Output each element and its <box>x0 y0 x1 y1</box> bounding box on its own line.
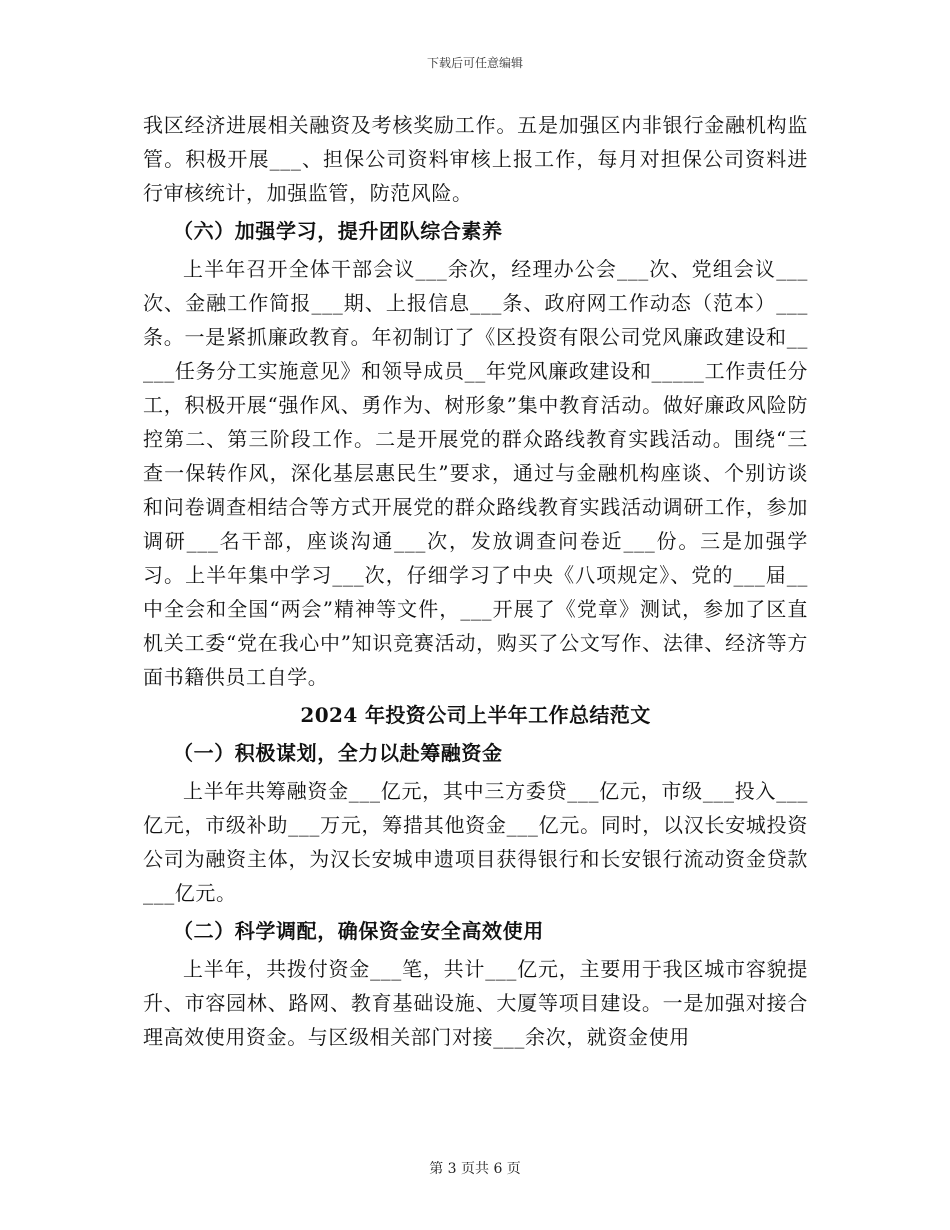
paragraph: 我区经济进展相关融资及考核奖励工作。五是加强区内非银行金融机构监管。积极开展___、担保公司资料审核上报工作，每月对担保公司资料进行审核统计，加强监管，防范风险。 <box>143 113 808 205</box>
document-title: 2024 年投资公司上半年工作总结范文 <box>300 703 651 727</box>
page-header: 下载后可任意编辑 <box>426 56 523 70</box>
paragraph: 上半年召开全体干部会议___余次，经理办公会___次、党组会议___次、金融工作简报___期、上报信息___条、政府网工作动态（范本）___条。一是紧抓廉政教育。年初制订了《区投资有限公司党风廉政建设和_____任务分工实施意见》和领导成员__年党风廉政建设和_____工作责任分工，积极开展“强作风、勇作为、树形象”集中教育活动。做好廉政风险防控第二、第三阶段工作。二是开展党的群众路线教育实践活动。围绕“三查一保转作风，深化基层惠民生”要求，通过与金融机构座谈、个别访谈和问卷调查相结合等方式开展党的群众路线教育实践活动调研工作，参加调研___名干部，座谈沟通___次，发放调查问卷近___份。三是加强学习。上半年集中学习___次，仔细学习了中央《八项规定》、党的___届__中全会和全国“两会”精神等文件，___开展了《党章》测试，参加了区直机关工委“党在我心中”知识竞赛活动，购买了公文写作、法律、经济等方面书籍供员工自学。 <box>143 257 808 689</box>
paragraph: 上半年，共拨付资金___笔，共计___亿元，主要用于我区城市容貌提升、市容园林、路网、教育基础设施、大厦等项目建设。一是加强对接合理高效使用资金。与区级相关部门对接___余次，就资金使用 <box>143 957 808 1049</box>
section-heading: （六）加强学习，提升团队综合素养 <box>173 219 503 243</box>
section-heading: （一）积极谋划，全力以赴筹融资金 <box>173 741 503 765</box>
paragraph: 上半年共筹融资金___亿元，其中三方委贷___亿元，市级___投入___亿元，市级补助___万元，筹措其他资金___亿元。同时，以汉长安城投资公司为融资主体，为汉长安城申遗项目获得银行和长安银行流动资金贷款___亿元。 <box>143 779 808 905</box>
document-body <box>143 108 808 1058</box>
section-heading: （二）科学调配，确保资金安全高效使用 <box>173 919 544 943</box>
page-footer: 第 3 页共 6 页 <box>429 1161 521 1177</box>
